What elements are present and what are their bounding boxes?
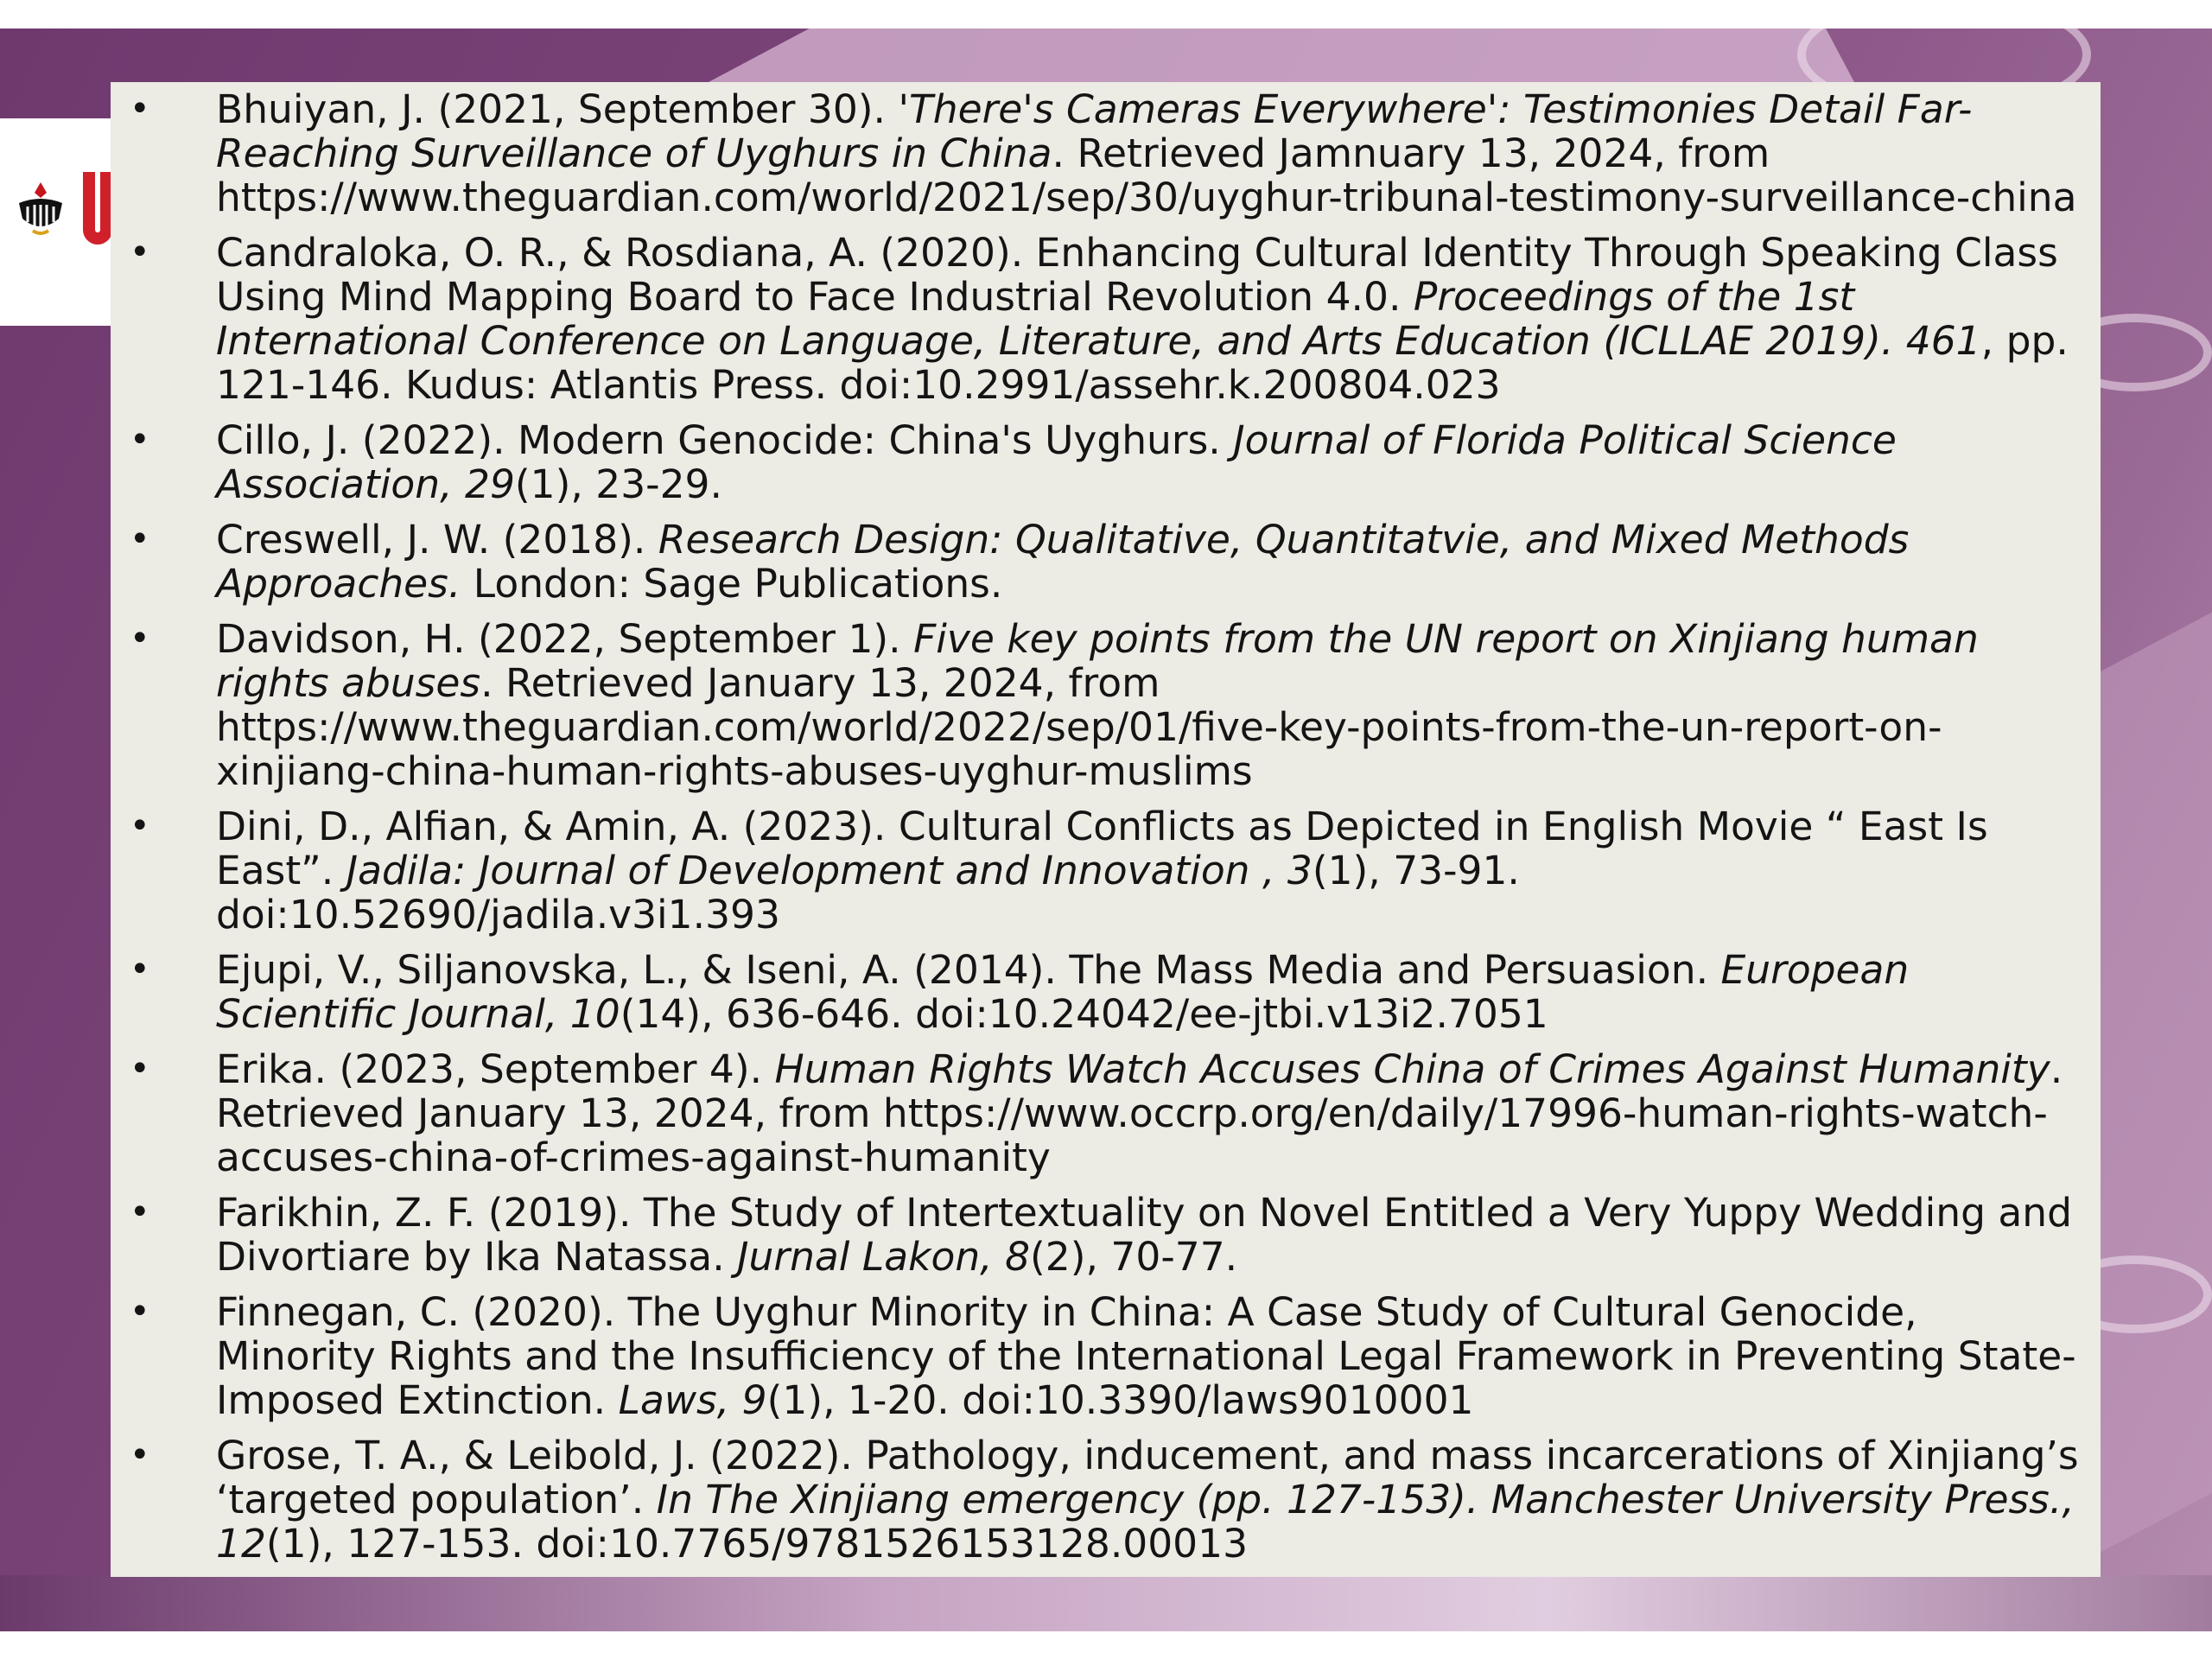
references-panel bbox=[111, 82, 2101, 1577]
reference-title: 'There's Cameras Everywhere': Testimonies Detail Far-Reaching Surveillance of Uyghurs in China bbox=[216, 86, 1973, 176]
reference-details: , pp. 121-146. Kudus: Atlantis Press. doi:10.2991/assehr.k.200804.023 bbox=[216, 318, 2069, 408]
reference-title: Journal of Florida Political Science Association, 29 bbox=[216, 417, 1897, 507]
reference-details: (1), 23-29. bbox=[514, 461, 722, 507]
reference-details: (14), 636-646. doi:10.24042/ee-jtbi.v13i2.7051 bbox=[620, 991, 1548, 1037]
reference-details: London: Sage Publications. bbox=[461, 561, 1003, 607]
logo-letter-mark bbox=[83, 172, 112, 245]
university-emblem-icon bbox=[16, 179, 66, 238]
reference-item bbox=[111, 1290, 2101, 1422]
reference-item bbox=[111, 87, 2101, 219]
reference-text: Finnegan, C. (2020). The Uyghur Minority in China: A Case Study of Cultural Genocide, Minority Rights and the Insufficiency of the International Legal Framework in Preventing State-Imposed Extinction. bbox=[216, 1289, 2076, 1423]
reference-details: (1), 127-153. doi:10.7765/9781526153128.00013 bbox=[265, 1521, 1249, 1567]
reference-item bbox=[111, 518, 2101, 606]
reference-item bbox=[111, 1191, 2101, 1279]
reference-title: Jadila: Journal of Development and Innovation , 3 bbox=[346, 848, 1313, 893]
reference-text: Grose, T. A., & Leibold, J. (2022). Pathology, inducement, and mass incarcerations of Xinjiang’s ‘targeted population’. bbox=[216, 1433, 2079, 1522]
reference-item bbox=[111, 231, 2101, 407]
reference-details: (1), 1-20. doi:10.3390/laws9010001 bbox=[766, 1377, 1474, 1423]
reference-details: (2), 70-77. bbox=[1030, 1234, 1238, 1280]
reference-text: Cillo, J. (2022). Modern Genocide: China's Uyghurs. bbox=[216, 417, 1234, 463]
reference-title: Human Rights Watch Accuses China of Crimes Against Humanity bbox=[774, 1046, 2050, 1092]
reference-text: Davidson, H. (2022, September 1). bbox=[216, 616, 914, 662]
reference-text: Creswell, J. W. (2018). bbox=[216, 517, 658, 563]
reference-details: (1), 73-91. doi:10.52690/jadila.v3i1.393 bbox=[216, 848, 1520, 938]
reference-text: Dini, D., Alfian, & Amin, A. (2023). Cultural Conflicts as Depicted in English Movie “ East Is East”. bbox=[216, 804, 1988, 893]
reference-text: Ejupi, V., Siljanovska, L., & Iseni, A. (2014). The Mass Media and Persuasion. bbox=[216, 947, 1721, 993]
reference-title: Five key points from the UN report on Xinjiang human rights abuses bbox=[216, 616, 1979, 706]
reference-title: Laws, 9 bbox=[618, 1377, 767, 1423]
reference-item bbox=[111, 1047, 2101, 1179]
logo bbox=[0, 118, 112, 326]
bottom-band bbox=[0, 1575, 2212, 1631]
reference-text: Bhuiyan, J. (2021, September 30). bbox=[216, 86, 899, 132]
reference-text: Candraloka, O. R., & Rosdiana, A. (2020). Enhancing Cultural Identity Through Speaking Class Using Mind Mapping Board to Face Industrial Revolution 4.0. bbox=[216, 230, 2058, 320]
reference-title: In The Xinjiang emergency (pp. 127-153). Manchester University Press., 12 bbox=[216, 1477, 2075, 1567]
reference-text: Farikhin, Z. F. (2019). The Study of Intertextuality on Novel Entitled a Very Yuppy Wedding and Divortiare by Ika Natassa. bbox=[216, 1190, 2073, 1280]
reference-title: European Scientific Journal, 10 bbox=[216, 947, 1910, 1037]
reference-details: . Retrieved January 13, 2024, from https://www.theguardian.com/world/2022/sep/01/five-key-points-from-the-un-report-on-xinjiang-china-human-rights-abuses-uyghur-muslims bbox=[216, 660, 1942, 794]
reference-item bbox=[111, 418, 2101, 506]
reference-item bbox=[111, 1433, 2101, 1566]
reference-item bbox=[111, 617, 2101, 793]
reference-list bbox=[111, 82, 2101, 1577]
reference-item bbox=[111, 948, 2101, 1036]
reference-title: Proceedings of the 1st International Conference on Language, Literature, and Arts Education (ICLLAE 2019). 461 bbox=[216, 274, 1981, 364]
reference-title: Jurnal Lakon, 8 bbox=[737, 1234, 1031, 1280]
reference-text: Erika. (2023, September 4). bbox=[216, 1046, 775, 1092]
reference-title: Research Design: Qualitative, Quantitatvie, and Mixed Methods Approaches. bbox=[216, 517, 1910, 607]
reference-details: . Retrieved Jamnuary 13, 2024, from https://www.theguardian.com/world/2021/sep/30/uyghur-tribunal-testimony-surveillance-china bbox=[216, 130, 2077, 220]
reference-item bbox=[111, 804, 2101, 937]
reference-details: . Retrieved January 13, 2024, from https://www.occrp.org/en/daily/17996-human-rights-watch-accuses-china-of-crimes-against-humanity bbox=[216, 1046, 2063, 1180]
